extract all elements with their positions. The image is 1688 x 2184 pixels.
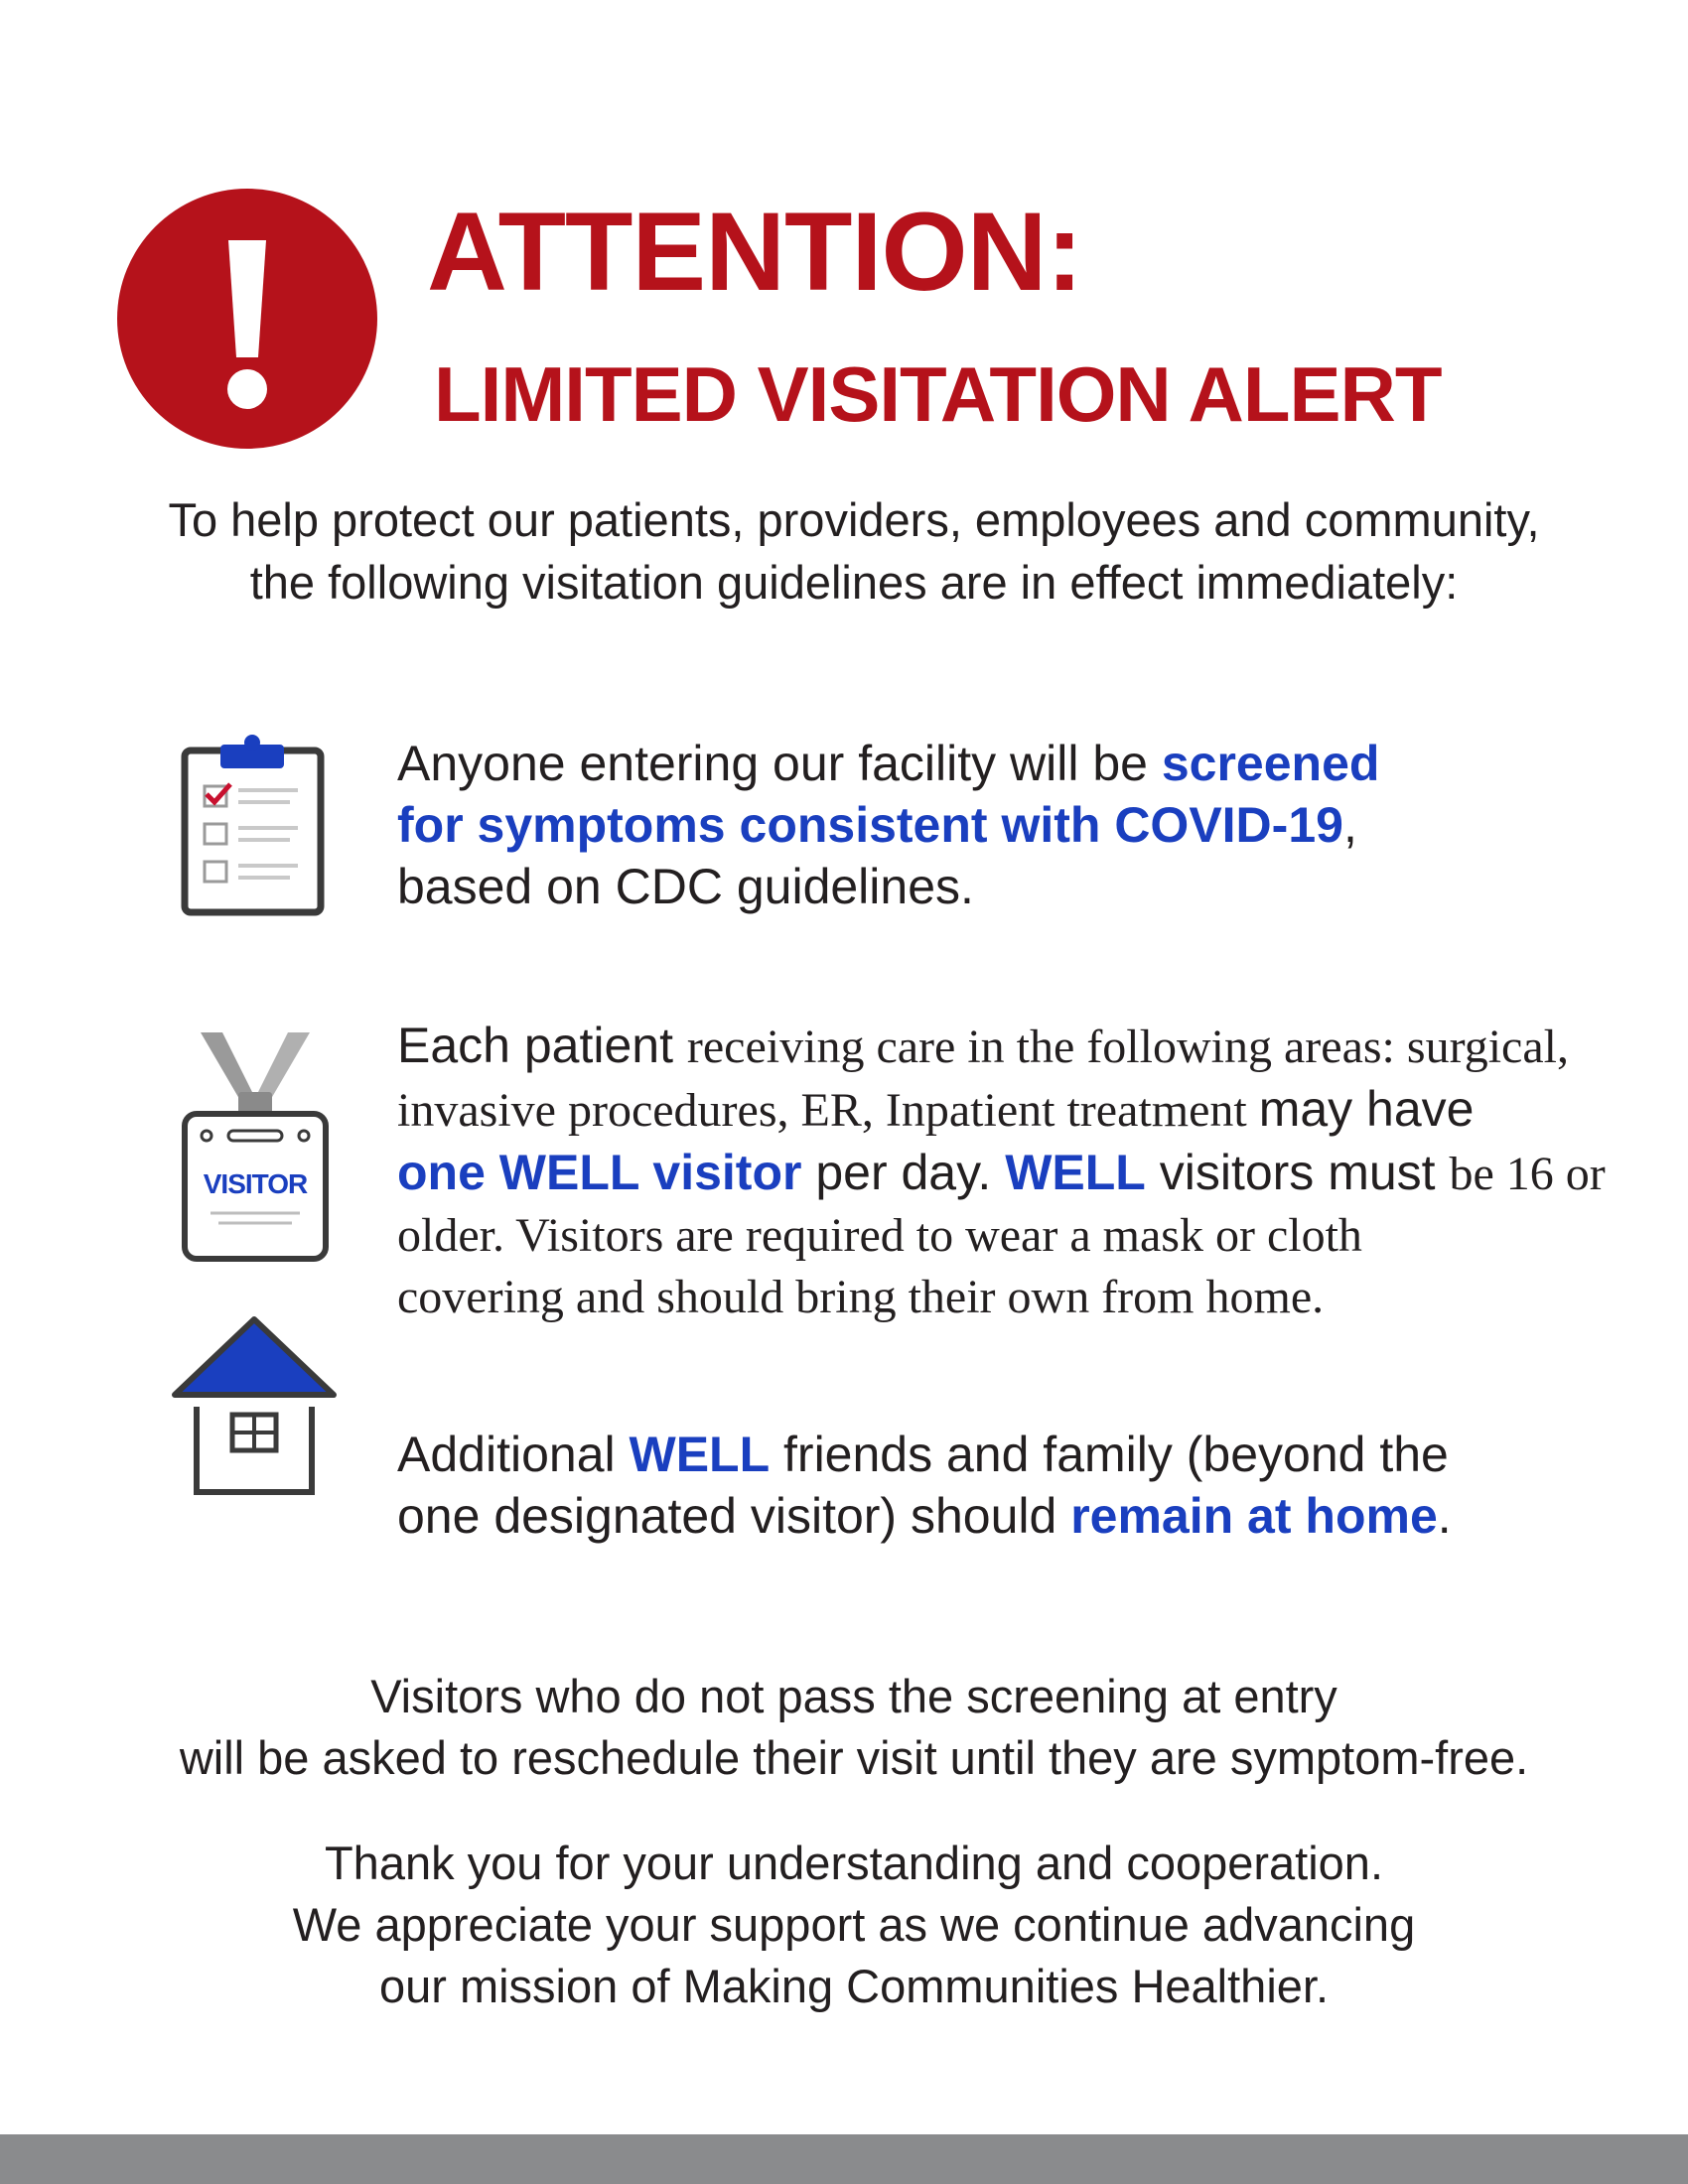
highlight-text: one WELL visitor bbox=[397, 1145, 802, 1200]
badge-label: VISITOR bbox=[203, 1168, 308, 1199]
footer-bar bbox=[0, 2134, 1688, 2184]
guideline-text: invasive procedures, ER, Inpatient treatment bbox=[397, 1084, 1259, 1137]
guideline-text: one designated visitor) should bbox=[397, 1488, 1071, 1544]
page-title: ATTENTION: bbox=[427, 190, 1082, 314]
thank-you-message bbox=[60, 1833, 1648, 2017]
guideline-text: Additional bbox=[397, 1427, 630, 1482]
guideline-text: Anyone entering our facility will be bbox=[397, 736, 1162, 791]
guideline-text: covering and should bring their own from home. bbox=[397, 1271, 1325, 1323]
page-subtitle: LIMITED VISITATION ALERT bbox=[434, 350, 1442, 438]
screening-note bbox=[60, 1666, 1648, 1789]
guideline-text: may have bbox=[1258, 1081, 1475, 1137]
thanks-line: Thank you for your understanding and cooperation. bbox=[324, 1837, 1384, 1889]
guideline-text: Each patient bbox=[397, 1018, 687, 1073]
highlight-text: WELL bbox=[1005, 1145, 1146, 1200]
highlight-text: WELL bbox=[629, 1427, 771, 1482]
highlight-text: remain at home bbox=[1070, 1488, 1438, 1544]
guideline-text: friends and family (beyond the bbox=[770, 1427, 1449, 1482]
exclamation-circle-icon bbox=[117, 189, 377, 449]
intro-line: To help protect our patients, providers, employees and community, bbox=[168, 493, 1540, 546]
guideline-text: . bbox=[1437, 1488, 1452, 1544]
guideline-screening bbox=[397, 733, 1648, 917]
guideline-text: be 16 or bbox=[1449, 1148, 1606, 1200]
clipboard-checklist-icon bbox=[181, 733, 325, 916]
note-line: will be asked to reschedule their visit until they are symptom-free. bbox=[179, 1731, 1529, 1784]
guideline-visitor bbox=[397, 1015, 1648, 1328]
highlight-text: screened bbox=[1161, 736, 1380, 791]
guideline-text: visitors must bbox=[1145, 1145, 1450, 1200]
thanks-line: We appreciate your support as we continue advancing bbox=[292, 1898, 1416, 1951]
intro-line: the following visitation guidelines are in effect immediately: bbox=[249, 556, 1459, 609]
guideline-text: based on CDC guidelines. bbox=[397, 859, 974, 914]
house-icon bbox=[171, 1315, 338, 1499]
guideline-home bbox=[397, 1424, 1648, 1547]
guideline-text: per day. bbox=[801, 1145, 1006, 1200]
guideline-text: receiving care in the following areas: surgical, bbox=[686, 1021, 1569, 1073]
guideline-text: , bbox=[1342, 797, 1357, 853]
intro-text bbox=[60, 488, 1648, 614]
thanks-line: our mission of Making Communities Healthier. bbox=[378, 1960, 1330, 2012]
guideline-text: older. Visitors are required to wear a mask or cloth bbox=[397, 1209, 1362, 1262]
note-line: Visitors who do not pass the screening at entry bbox=[370, 1670, 1337, 1722]
visitor-badge-icon bbox=[181, 1032, 330, 1263]
highlight-text: for symptoms consistent with COVID-19 bbox=[397, 797, 1343, 853]
